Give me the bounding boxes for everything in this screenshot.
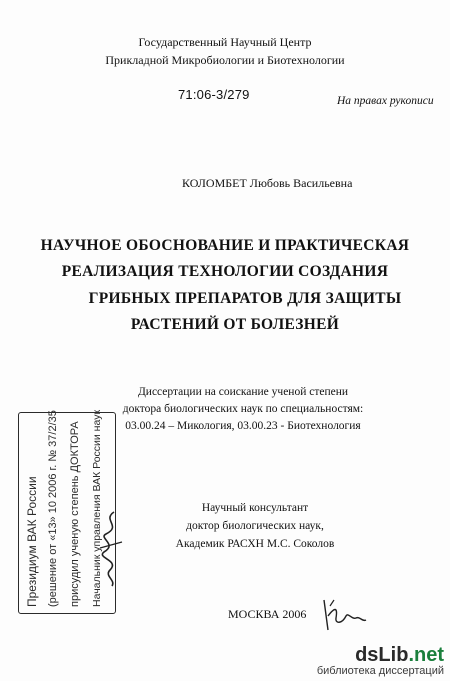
title-line-2: РЕАЛИЗАЦИЯ ТЕХНОЛОГИИ СОЗДАНИЯ (61, 263, 389, 280)
watermark-brand-main: dsLib (355, 644, 409, 666)
watermark-brand-tld: .net (408, 644, 444, 666)
stamp-line-3: присудил ученую степень ДОКТОРА (69, 421, 81, 607)
consultant-line-1: Научный консультант (201, 502, 309, 514)
udc-code: 71:06-3/279 (178, 87, 250, 102)
city-year: МОСКВА 2006 (228, 607, 307, 621)
stamp-line-2: (решение от «13» 10 2006 г. № 37/2/35 (47, 410, 59, 607)
dslib-watermark (317, 644, 444, 677)
consultant-line-3: Академик РАСХН М.С. Соколов (175, 538, 335, 550)
stamp-line-4: Начальник управления ВАК России наук (91, 409, 103, 607)
watermark-subtitle: библиотека диссертаций (316, 665, 444, 677)
dissertation-line-1: Диссертации на соискание ученой степени (137, 386, 349, 398)
dissertation-line-3: 03.00.24 – Микология, 03.00.23 - Биотехнология (125, 420, 361, 432)
title-line-3: ГРИБНЫХ ПРЕПАРАТОВ ДЛЯ ЗАЩИТЫ (88, 290, 402, 307)
dissertation-line-2: доктора биологических наук по специальностям: (122, 403, 364, 415)
consultant-line-2: доктор биологических наук, (186, 520, 324, 532)
rights-note: На правах рукописи (337, 95, 434, 107)
stamp-signature (92, 508, 132, 588)
author-signature (318, 596, 368, 636)
title-line-1: НАУЧНОЕ ОБОСНОВАНИЕ И ПРАКТИЧЕСКАЯ (40, 237, 410, 254)
watermark-brand (317, 644, 444, 667)
title-line-4: РАСТЕНИЙ ОТ БОЛЕЗНЕЙ (130, 316, 340, 333)
author-name: КОЛОМБЕТ Любовь Васильевна (182, 176, 353, 190)
stamp-line-1: Президиум ВАК России (25, 476, 39, 607)
institution-line-1: Государственный Научный Центр (138, 35, 312, 49)
institution-line-2: Прикладной Микробиологии и Биотехнологии (105, 53, 345, 67)
